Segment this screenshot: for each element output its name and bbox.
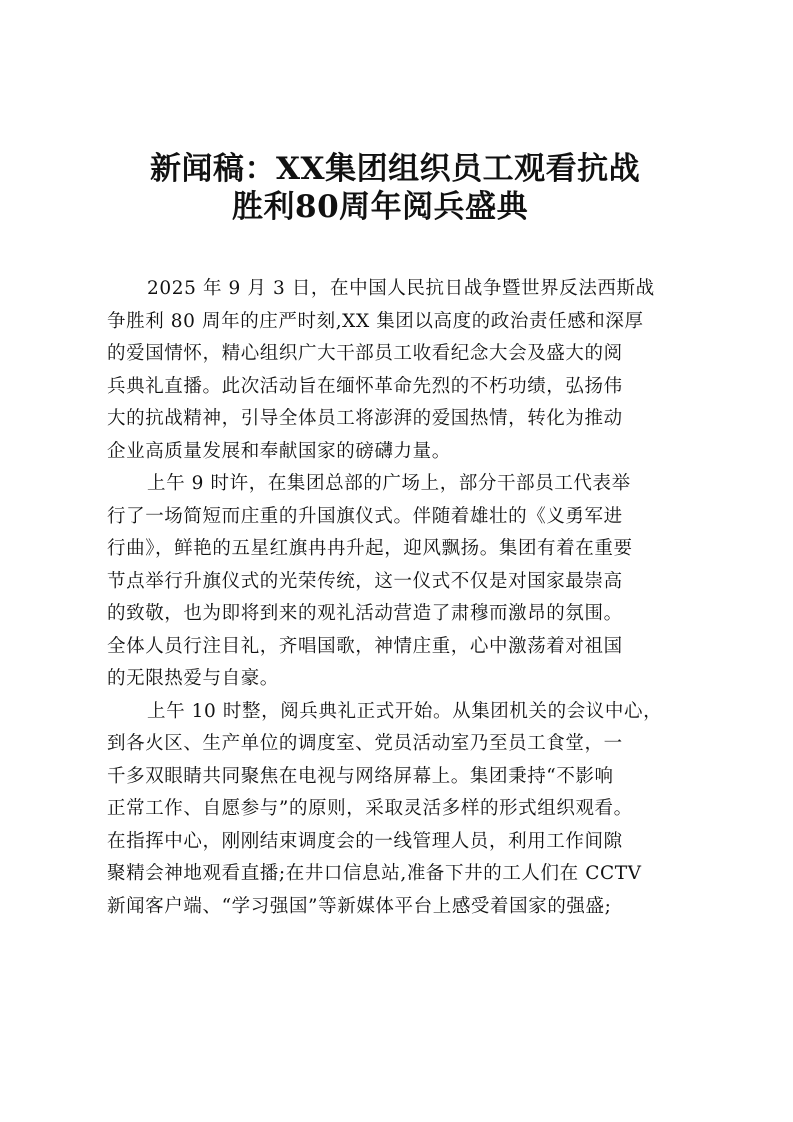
paragraph-1: [107, 273, 690, 468]
paragraph-line: 的致敬，也为即将到来的观礼活动营造了肃穆而激昂的氛围。: [107, 603, 623, 624]
paragraph-line: 千多双眼睛共同聚焦在电视与网络屏幕上。集团秉持“不影响: [107, 765, 614, 787]
paragraph-line: 兵典礼直播。此次活动旨在缅怀革命先烈的不朽功绩，弘扬伟: [107, 375, 623, 397]
paragraph-line: 争胜利 80 周年的庄严时刻,XX 集团以高度的政治责任感和深厚: [107, 310, 644, 332]
paragraph-line: 到各火区、生产单位的调度室、党员活动室乃至员工食堂，一: [107, 733, 623, 754]
paragraph-line: 企业高质量发展和奉献国家的磅礴力量。: [107, 440, 451, 462]
paragraph-line: 节点举行升旗仪式的光荣传统，这一仪式不仅是对国家最崇高: [107, 570, 623, 592]
document-body: [107, 273, 690, 923]
paragraph-line: 上午 10 时整，阅兵典礼正式开始。从集团机关的会议中心，: [147, 700, 663, 722]
paragraph-line: 新闻客户端、“学习强国”等新媒体平台上感受着国家的强盛;: [107, 895, 612, 917]
paragraph-line: 上午 9 时许，在集团总部的广场上，部分干部员工代表举: [147, 473, 631, 494]
paragraph-line: 2025 年 9 月 3 日，在中国人民抗日战争暨世界反法西斯战: [147, 278, 655, 299]
paragraph-line: 行曲》，鲜艳的五星红旗冉冉升起，迎风飘扬。集团有着在重要: [107, 538, 633, 559]
paragraph-line: 的无限热爱与自豪。: [107, 668, 279, 689]
paragraph-line: 正常工作、自愿参与”的原则，采取灵活多样的形式组织观看。: [107, 798, 633, 819]
paragraph-2: [107, 468, 690, 696]
document-title: [150, 150, 710, 226]
paragraph-3: [107, 696, 690, 924]
title-line-1: 新闻稿：XX集团组织员工观看抗战: [150, 151, 641, 187]
paragraph-line: 的爱国情怀，精心组织广大干部员工收看纪念大会及盛大的阅: [107, 343, 623, 364]
title-line-2: 胜利80周年阅兵盛典: [232, 189, 529, 225]
paragraph-line: 在指挥中心，刚刚结束调度会的一线管理人员，利用工作间隙: [107, 830, 623, 852]
paragraph-line: 全体人员行注目礼，齐唱国歌，神情庄重，心中激荡着对祖国: [107, 635, 623, 657]
paragraph-line: 聚精会神地观看直播;在井口信息站,准备下井的工人们在 CCTV: [107, 863, 642, 884]
paragraph-line: 行了一场简短而庄重的升国旗仪式。伴随着雄壮的《义勇军进: [107, 505, 623, 527]
paragraph-line: 大的抗战精神，引导全体员工将澎湃的爱国热情，转化为推动: [107, 408, 623, 429]
